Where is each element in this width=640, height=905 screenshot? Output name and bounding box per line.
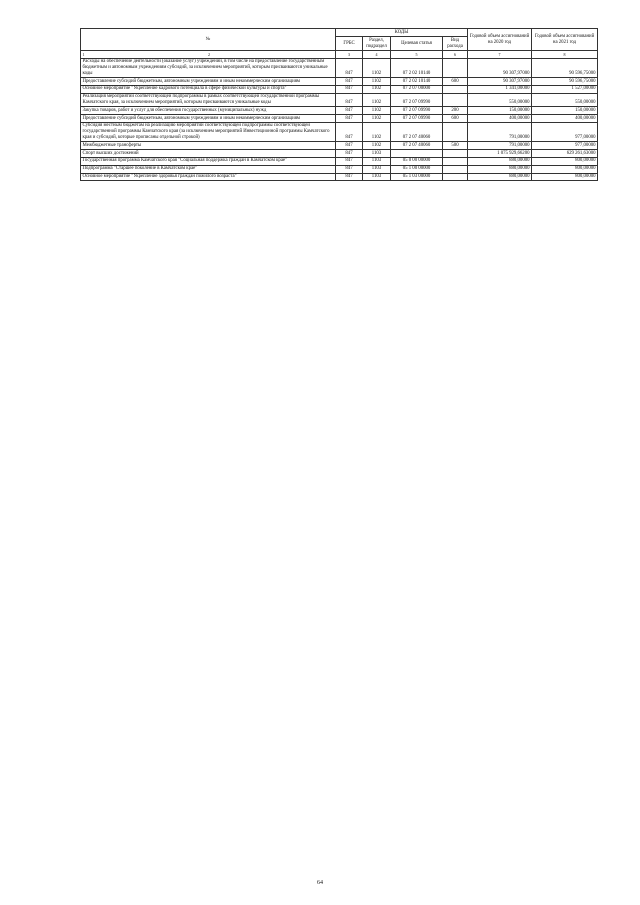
table-row <box>81 157 598 165</box>
row-target-article: 07 2 07 00000 <box>391 85 443 93</box>
table-row <box>81 85 598 93</box>
row-grbs: 847 <box>336 150 363 158</box>
row-grbs: 847 <box>336 78 363 86</box>
row-target-article: 05 1 00 00000 <box>391 165 443 173</box>
row-grbs: 847 <box>336 58 363 77</box>
row-amount-2021: 800,00000 <box>532 173 598 181</box>
budget-table <box>80 28 598 181</box>
row-name: Предоставление субсидий бюджетным, автономным учреждениям и иным некоммерческим организациям <box>81 78 336 86</box>
table-row <box>81 115 598 123</box>
row-amount-2020: 791,00000 <box>468 142 532 150</box>
table-row <box>81 122 598 141</box>
table-header <box>81 29 598 59</box>
row-target-article: 07 2 07 40060 <box>391 122 443 141</box>
row-name: Подпрограмма "Старшее поколение в Камчатском крае" <box>81 165 336 173</box>
row-amount-2021: 800,00000 <box>532 157 598 165</box>
row-name: Межбюджетные трансферты <box>81 142 336 150</box>
row-razdel: 1102 <box>363 107 391 115</box>
row-amount-2021: 629 261,63000 <box>532 150 598 158</box>
row-expense-type <box>443 157 468 165</box>
row-amount-2021: 90 596,75000 <box>532 58 598 77</box>
row-grbs: 847 <box>336 173 363 181</box>
row-expense-type: 500 <box>443 142 468 150</box>
row-expense-type <box>443 165 468 173</box>
column-number: 1 2 <box>81 51 336 59</box>
row-razdel: 1102 <box>363 142 391 150</box>
row-amount-2021: 90 596,75000 <box>532 78 598 86</box>
row-amount-2020: 90 307,97000 <box>468 78 532 86</box>
row-grbs: 847 <box>336 85 363 93</box>
row-amount-2020: 791,00000 <box>468 122 532 141</box>
row-razdel: 1103 <box>363 165 391 173</box>
row-razdel: 1102 <box>363 122 391 141</box>
row-expense-type: 200 <box>443 107 468 115</box>
header-tselevaya: Целевая статья <box>391 37 443 51</box>
row-expense-type: 600 <box>443 115 468 123</box>
table-row <box>81 58 598 77</box>
row-amount-2021: 800,00000 <box>532 165 598 173</box>
row-name: Предоставление субсидий бюджетным, автономным учреждениям и иным некоммерческим организациям <box>81 115 336 123</box>
row-expense-type <box>443 150 468 158</box>
row-grbs: 847 <box>336 157 363 165</box>
column-number: 1 <box>82 51 85 57</box>
row-amount-2020: 880,00000 <box>468 165 532 173</box>
row-grbs: 847 <box>336 142 363 150</box>
row-amount-2021: 977,00000 <box>532 122 598 141</box>
row-grbs: 847 <box>336 107 363 115</box>
row-grbs: 847 <box>336 165 363 173</box>
row-amount-2021: 400,00000 <box>532 115 598 123</box>
column-number: 5 <box>391 51 443 59</box>
header-grbs: ГРБС <box>336 37 363 51</box>
row-amount-2021: 550,00000 <box>532 93 598 107</box>
header-year-2020: Годовой объем ассигнований на 2020 год <box>468 29 532 51</box>
header-razdel: Раздел, подраздел <box>363 37 391 51</box>
row-target-article: 07 2 07 09990 <box>391 115 443 123</box>
table-row <box>81 173 598 181</box>
row-amount-2020: 90 307,97000 <box>468 58 532 77</box>
row-amount-2020: 150,00000 <box>468 107 532 115</box>
row-amount-2020: 400,00000 <box>468 115 532 123</box>
column-number: 6 <box>443 51 468 59</box>
table-row <box>81 107 598 115</box>
row-razdel: 1103 <box>363 157 391 165</box>
row-name: Реализация мероприятий соответствующей подпрограммы в рамках соответствующей государственной программы Камчатского края, за исключением мероприятий, которым присваиваются уникальные коды <box>81 93 336 107</box>
row-target-article: 07 2 02 10140 <box>391 58 443 77</box>
row-amount-2020: 1 075 929,66200 <box>468 150 532 158</box>
row-target-article: 07 2 02 10140 <box>391 78 443 86</box>
row-name: Расходы на обеспечение деятельности (оказание услуг) учреждений, в том числе на предоставление государственным бюджетным и автономным учреждениям субсидий, за исключением мероприятий, которым присваиваются уникальные коды <box>81 58 336 77</box>
table-body <box>81 58 598 181</box>
row-target-article: 05 1 03 00000 <box>391 173 443 181</box>
row-grbs: 847 <box>336 115 363 123</box>
row-target-article: 07 2 07 09990 <box>391 93 443 107</box>
row-target-article: 07 2 07 40060 <box>391 142 443 150</box>
header-year-2021: Годовой объем ассигнований на 2021 год <box>532 29 598 51</box>
row-amount-2020: 1 341,00000 <box>468 85 532 93</box>
column-number: 4 <box>363 51 391 59</box>
row-name: Основное мероприятие "Укрепление кадрового потенциала в сфере физической культуры и спорта" <box>81 85 336 93</box>
row-expense-type <box>443 58 468 77</box>
table-row <box>81 93 598 107</box>
row-name: Государственная программа Камчатского края "Социальная поддержка граждан в Камчатском крае" <box>81 157 336 165</box>
row-amount-2020: 880,00000 <box>468 173 532 181</box>
table-row <box>81 142 598 150</box>
row-target-article <box>391 150 443 158</box>
row-expense-type <box>443 85 468 93</box>
row-grbs: 847 <box>336 93 363 107</box>
header-codes: КОДЫ <box>336 29 468 37</box>
table-row <box>81 150 598 158</box>
row-name: Закупка товаров, работ и услуг для обеспечения государственных (муниципальных) нужд <box>81 107 336 115</box>
row-expense-type <box>443 93 468 107</box>
row-target-article: 07 2 07 09990 <box>391 107 443 115</box>
row-razdel: 1103 <box>363 173 391 181</box>
row-expense-type <box>443 122 468 141</box>
row-amount-2020: 880,00000 <box>468 157 532 165</box>
row-amount-2020: 550,00000 <box>468 93 532 107</box>
row-razdel: 1102 <box>363 78 391 86</box>
row-razdel: 1103 <box>363 150 391 158</box>
row-amount-2021: 150,00000 <box>532 107 598 115</box>
column-number-row <box>81 51 598 59</box>
column-number: 3 <box>336 51 363 59</box>
row-expense-type: 600 <box>443 78 468 86</box>
row-razdel: 1102 <box>363 115 391 123</box>
row-name: Субсидия местным бюджетам на реализацию мероприятий соответствующей подпрограммы соответствующей государственной программы Камчатского края (за исключением мероприятий Инвестиционной программы Камчатского края и субсидий, которые прописаны отдельной строкой) <box>81 122 336 141</box>
row-grbs: 847 <box>336 122 363 141</box>
table-row <box>81 78 598 86</box>
row-expense-type <box>443 173 468 181</box>
row-name: Основное мероприятие "Укрепление здоровья граждан пожилого возраста" <box>81 173 336 181</box>
row-razdel: 1102 <box>363 93 391 107</box>
row-amount-2021: 1 527,00000 <box>532 85 598 93</box>
table-row <box>81 165 598 173</box>
column-number: 7 <box>468 51 532 59</box>
row-name: Спорт высших достижений <box>81 150 336 158</box>
row-amount-2021: 977,00000 <box>532 142 598 150</box>
row-razdel: 1102 <box>363 58 391 77</box>
page-number: 64 <box>317 880 323 886</box>
header-vid: Вид расхода <box>443 37 468 51</box>
column-number: 8 <box>532 51 598 59</box>
row-target-article: 05 0 00 00000 <box>391 157 443 165</box>
header-num: № <box>81 29 336 51</box>
row-razdel: 1102 <box>363 85 391 93</box>
